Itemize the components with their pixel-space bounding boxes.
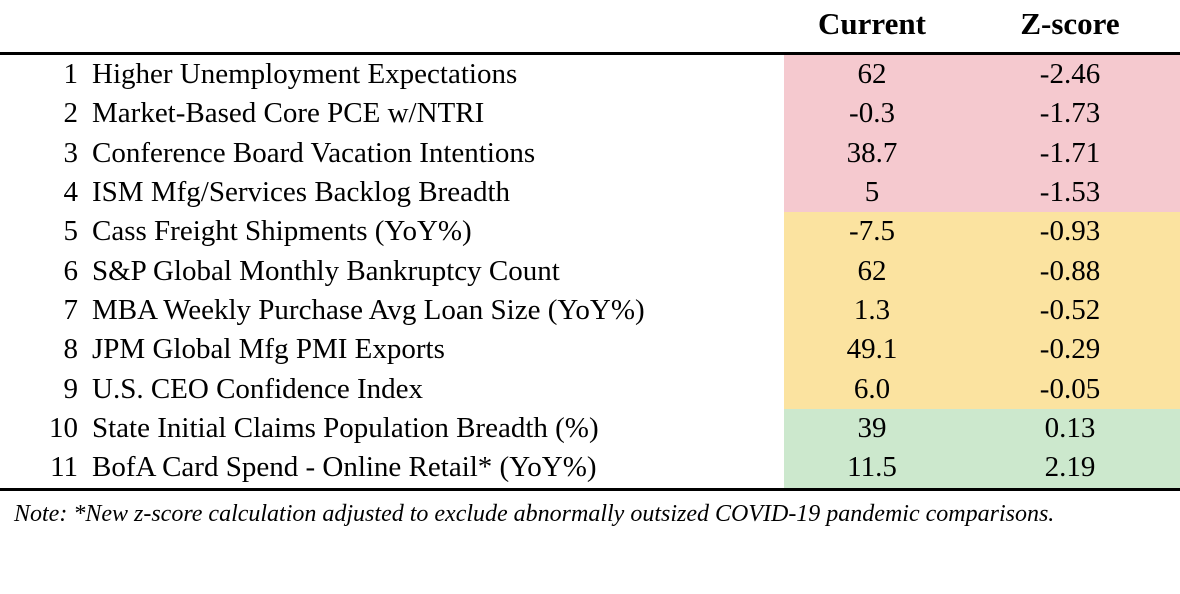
row-current: 1.3 bbox=[784, 291, 982, 330]
row-zscore: -0.88 bbox=[982, 252, 1180, 291]
table-row bbox=[0, 330, 1180, 369]
row-current: 49.1 bbox=[784, 330, 982, 369]
row-zscore: -0.93 bbox=[982, 212, 1180, 251]
row-indicator: MBA Weekly Purchase Avg Loan Size (YoY%) bbox=[92, 294, 645, 327]
table-row bbox=[0, 212, 1180, 251]
table-row bbox=[0, 134, 1180, 173]
row-rank: 9 bbox=[63, 372, 78, 405]
row-rank: 6 bbox=[63, 254, 78, 287]
row-indicator: Market-Based Core PCE w/NTRI bbox=[92, 97, 485, 130]
table-row bbox=[0, 370, 1180, 409]
table-header bbox=[0, 0, 1180, 54]
row-rank: 8 bbox=[63, 333, 78, 366]
row-rank: 2 bbox=[63, 97, 78, 130]
header-zscore: Z-score bbox=[982, 0, 1180, 54]
row-zscore: -0.05 bbox=[982, 370, 1180, 409]
row-rank: 7 bbox=[63, 294, 78, 327]
row-indicator: Conference Board Vacation Intentions bbox=[92, 136, 536, 169]
header-row bbox=[0, 0, 1180, 54]
row-current: 6.0 bbox=[784, 370, 982, 409]
row-zscore: -1.53 bbox=[982, 173, 1180, 212]
header-current: Current bbox=[784, 0, 982, 54]
row-rank: 1 bbox=[63, 58, 78, 90]
row-current: 62 bbox=[784, 54, 982, 95]
table-row bbox=[0, 252, 1180, 291]
row-indicator: Higher Unemployment Expectations bbox=[92, 58, 518, 90]
row-rank: 10 bbox=[49, 412, 78, 445]
table-row bbox=[0, 94, 1180, 133]
row-zscore: 0.13 bbox=[982, 409, 1180, 448]
row-indicator: ISM Mfg/Services Backlog Breadth bbox=[92, 176, 511, 209]
table-body bbox=[0, 54, 1180, 490]
header-rank bbox=[0, 0, 92, 54]
row-zscore: -1.73 bbox=[982, 94, 1180, 133]
row-indicator: State Initial Claims Population Breadth (%) bbox=[92, 412, 599, 445]
row-current: -0.3 bbox=[784, 94, 982, 133]
table-row bbox=[0, 173, 1180, 212]
row-rank: 4 bbox=[63, 176, 78, 209]
row-indicator: BofA Card Spend - Online Retail* (YoY%) bbox=[92, 448, 784, 489]
header-indicator bbox=[92, 0, 784, 54]
row-current: -7.5 bbox=[784, 212, 982, 251]
row-zscore: -0.52 bbox=[982, 291, 1180, 330]
row-zscore: -1.71 bbox=[982, 134, 1180, 173]
row-zscore: -2.46 bbox=[982, 54, 1180, 95]
table-row bbox=[0, 409, 1180, 448]
table-row bbox=[0, 291, 1180, 330]
row-zscore: -0.29 bbox=[982, 330, 1180, 369]
row-current: 11.5 bbox=[784, 448, 982, 489]
footnote: Note: *New z-score calculation adjusted to exclude abnormally outsized COVID-19 pandemic comparisons. bbox=[14, 500, 1055, 527]
row-indicator: Cass Freight Shipments (YoY%) bbox=[92, 215, 472, 248]
row-current: 5 bbox=[784, 173, 982, 212]
row-indicator: JPM Global Mfg PMI Exports bbox=[92, 333, 445, 366]
row-rank: 11 bbox=[0, 448, 92, 489]
row-indicator: U.S. CEO Confidence Index bbox=[92, 372, 424, 405]
table-row bbox=[0, 54, 1180, 95]
row-indicator: S&P Global Monthly Bankruptcy Count bbox=[92, 254, 560, 287]
row-current: 38.7 bbox=[784, 134, 982, 173]
row-zscore: 2.19 bbox=[982, 448, 1180, 489]
table-row bbox=[0, 448, 1180, 489]
row-rank: 5 bbox=[63, 215, 78, 248]
row-current: 62 bbox=[784, 252, 982, 291]
row-current: 39 bbox=[784, 409, 982, 448]
row-rank: 3 bbox=[63, 136, 78, 169]
